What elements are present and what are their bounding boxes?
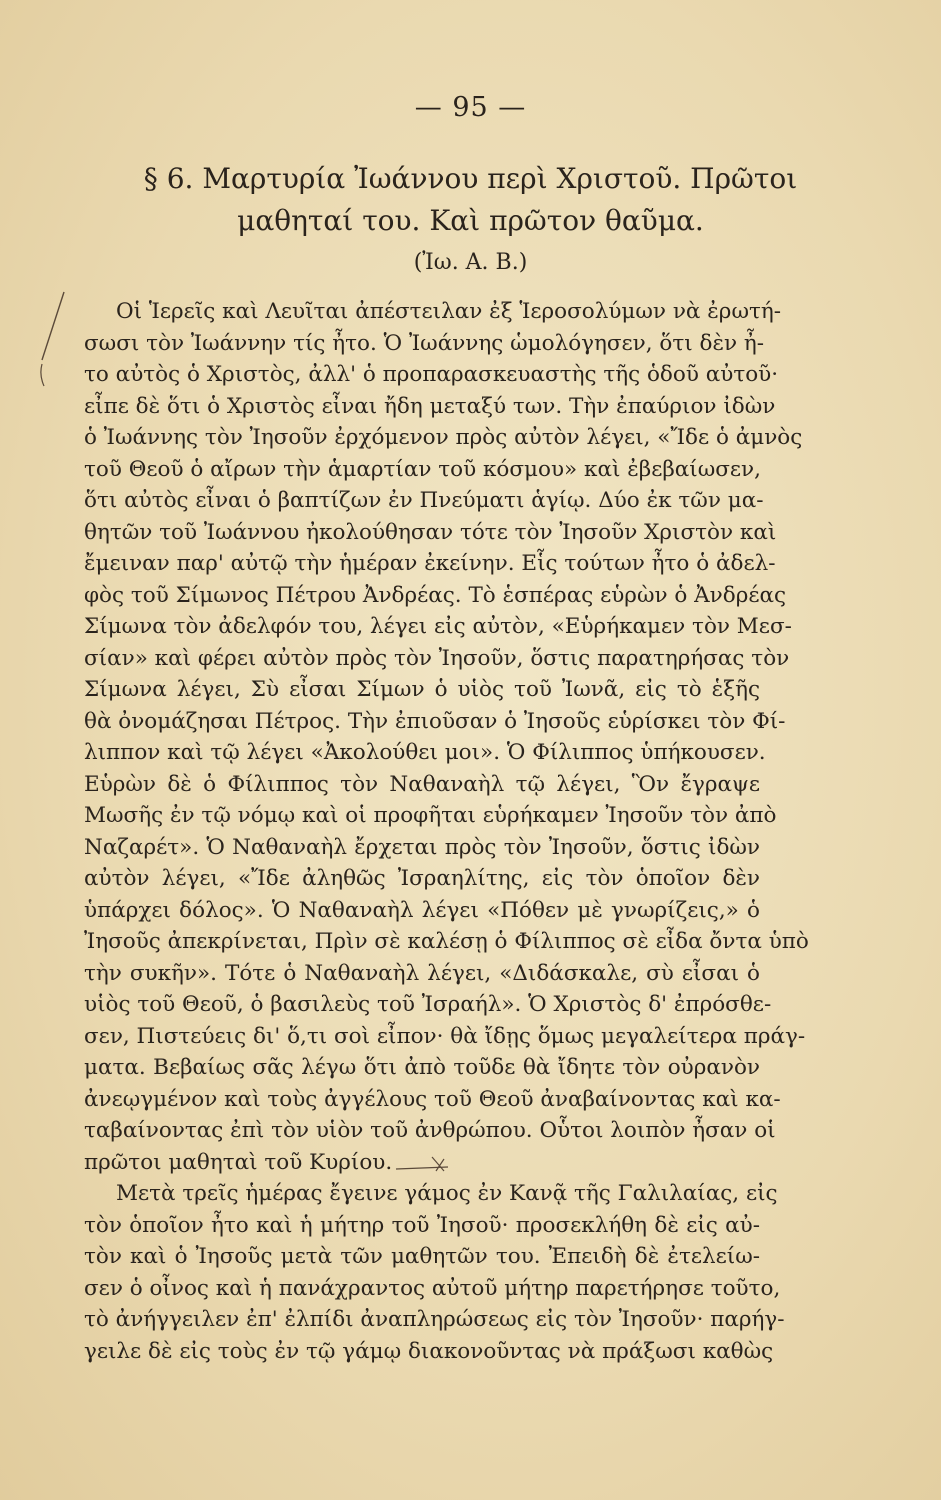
text-line: ὅτι αὐτὸς εἶναι ὁ βαπτίζων ἐν Πνεύματι ἁγίῳ. Δύο ἐκ τῶν μα- [84,488,764,513]
paragraph-john-testimony [84,296,809,1178]
section-heading [90,158,851,242]
page-number: — 95 — [414,92,527,123]
text-line: ματα. Βεβαίως σᾶς λέγω ὅτι ἀπὸ τοῦδε θὰ ἴδητε τὸν οὐρανὸν [84,1055,760,1080]
text-line: Εὑρὼν δὲ ὁ Φίλιππος τὸν Ναθαναὴλ τῷ λέγει, Ὃν ἔγραψε [84,771,760,797]
text-line: Οἱ Ἱερεῖς καὶ Λευῖται ἀπέστειλαν ἐξ Ἱεροσολύμων νὰ ἐρωτή- [116,299,782,324]
pencil-end-mark [392,1153,462,1173]
scripture-reference: (Ἰω. Α. Β.) [413,250,528,275]
text-line: Ἰησοῦς ἀπεκρίνεται, Πρὶν σὲ καλέσῃ ὁ Φίλιππος σὲ εἶδα ὄντα ὑπὸ [84,929,809,954]
text-line-content: πρῶτοι μαθηταὶ τοῦ Κυρίου. [84,1149,393,1175]
text-line: το αὐτὸς ὁ Χριστὸς, ἀλλ' ὁ προπαρασκευαστὴς τῆς ὁδοῦ αὐτοῦ· [84,362,779,387]
text-line: λιππον καὶ τῷ λέγει «Ἀκολούθει μοι». Ὁ Φίλιππος ὑπήκουσεν. [84,740,766,765]
section-heading-line-2: μαθηταί του. Καὶ πρῶτον θαῦμα. [237,204,704,237]
text-line: τὸ ἀνήγγειλεν ἐπ' ἐλπίδι ἀναπληρώσεως εἰς τὸν Ἰησοῦν· παρήγ- [84,1307,785,1332]
text-line: φὸς τοῦ Σίμωνος Πέτρου Ἀνδρέας. Τὸ ἑσπέρας εὑρὼν ὁ Ἀνδρέας [84,582,787,608]
text-line: θητῶν τοῦ Ἰωάννου ἠκολούθησαν τότε τὸν Ἰησοῦν Χριστὸν καὶ [84,519,777,545]
text-line: Ναζαρέτ». Ὁ Ναθαναὴλ ἔρχεται πρὸς τὸν Ἰησοῦν, ὅστις ἰδὼν [84,834,760,860]
text-line-end [84,1147,760,1179]
text-line: ἀνεῳγμένον καὶ τοὺς ἀγγέλους τοῦ Θεοῦ ἀναβαίνοντας καὶ κα- [84,1086,781,1112]
text-line: σεν ὁ οἶνος καὶ ἡ πανάχραντος αὐτοῦ μήτηρ παρετήρησε τοῦτο, [84,1275,781,1301]
section-heading-line-1: § 6. Μαρτυρία Ἰωάννου περὶ Χριστοῦ. Πρῶτοι [143,162,798,195]
text-line: σίαν» καὶ φέρει αὐτὸν πρὸς τὸν Ἰησοῦν, ὅστις παρατηρήσας τὸν [84,645,790,671]
text-line: Σίμωνα τὸν ἀδελφόν του, λέγει εἰς αὐτὸν, «Εὑρήκαμεν τὸν Μεσ- [84,614,792,639]
text-line: γειλε δὲ εἰς τοὺς ἐν τῷ γάμῳ διακονοῦντας νὰ πράξωσι καθὼς [84,1338,774,1364]
text-line: τὸν ὁποῖον ἦτο καὶ ἡ μήτηρ τοῦ Ἰησοῦ· προσεκλήθη δὲ εἰς αὐ- [84,1212,760,1238]
text-line: ὁ Ἰωάννης τὸν Ἰησοῦν ἐρχόμενον πρὸς αὐτὸν λέγει, «Ἴδε ὁ ἀμνὸς [84,425,803,450]
text-line: θὰ ὀνομάζησαι Πέτρος. Τὴν ἐπιοῦσαν ὁ Ἰησοῦς εὑρίσκει τὸν Φί- [84,708,786,734]
text-line: ταβαίνοντας ἐπὶ τὸν υἱὸν τοῦ ἀνθρώπου. Οὗτοι λοιπὸν ἦσαν οἱ [84,1118,776,1143]
text-line: αὐτὸν λέγει, «Ἴδε ἀληθῶς Ἰσραηλίτης, εἰς τὸν ὁποῖον δὲν [84,866,760,891]
text-line: Μετὰ τρεῖς ἡμέρας ἔγεινε γάμος ἐν Κανᾷ τῆς Γαλιλαίας, εἰς [116,1181,778,1206]
paragraph-wedding-cana [84,1178,785,1367]
body-text [84,296,809,1367]
text-line: ὑπάρχει δόλος». Ὁ Ναθαναὴλ λέγει «Πόθεν μὲ γνωρίζεις,» ὁ [84,897,760,923]
text-line: Μωσῆς ἐν τῷ νόμῳ καὶ οἱ προφῆται εὑρήκαμεν Ἰησοῦν τὸν ἀπὸ [84,803,777,828]
text-line: τὸν καὶ ὁ Ἰησοῦς μετὰ τῶν μαθητῶν του. Ἐπειδὴ δὲ ἐτελείω- [84,1244,760,1269]
text-line: σωσι τὸν Ἰωάννην τίς ἦτο. Ὁ Ἰωάννης ὡμολόγησεν, ὅτι δὲν ἦ- [84,330,765,356]
text-line: υἱὸς τοῦ Θεοῦ, ὁ βασιλεὺς τοῦ Ἰσραήλ». Ὁ Χριστὸς δ' ἐπρόσθε- [84,992,772,1017]
text-line: εἶπε δὲ ὅτι ὁ Χριστὸς εἶναι ἤδη μεταξύ των. Τὴν ἐπαύριον ἰδὼν [84,393,776,419]
text-line: τοῦ Θεοῦ ὁ αἴρων τὴν ἁμαρτίαν τοῦ κόσμου» καὶ ἐβεβαίωσεν, [84,456,761,482]
text-line: σεν, Πιστεύεις δι' ὅ,τι σοὶ εἶπον· θὰ ἴδῃς ὅμως μεγαλείτερα πράγ- [84,1023,806,1049]
text-line: τὴν συκῆν». Τότε ὁ Ναθαναὴλ λέγει, «Διδάσκαλε, σὺ εἶσαι ὁ [84,960,760,986]
text-line: Σίμωνα λέγει, Σὺ εἶσαι Σίμων ὁ υἱὸς τοῦ Ἰωνᾶ, εἰς τὸ ἑξῆς [84,677,760,702]
text-line: ἔμειναν παρ' αὐτῷ τὴν ἡμέραν ἐκείνην. Εἷς τούτων ἦτο ὁ ἀδελ- [84,551,776,576]
margin-pencil-mark [38,290,68,400]
